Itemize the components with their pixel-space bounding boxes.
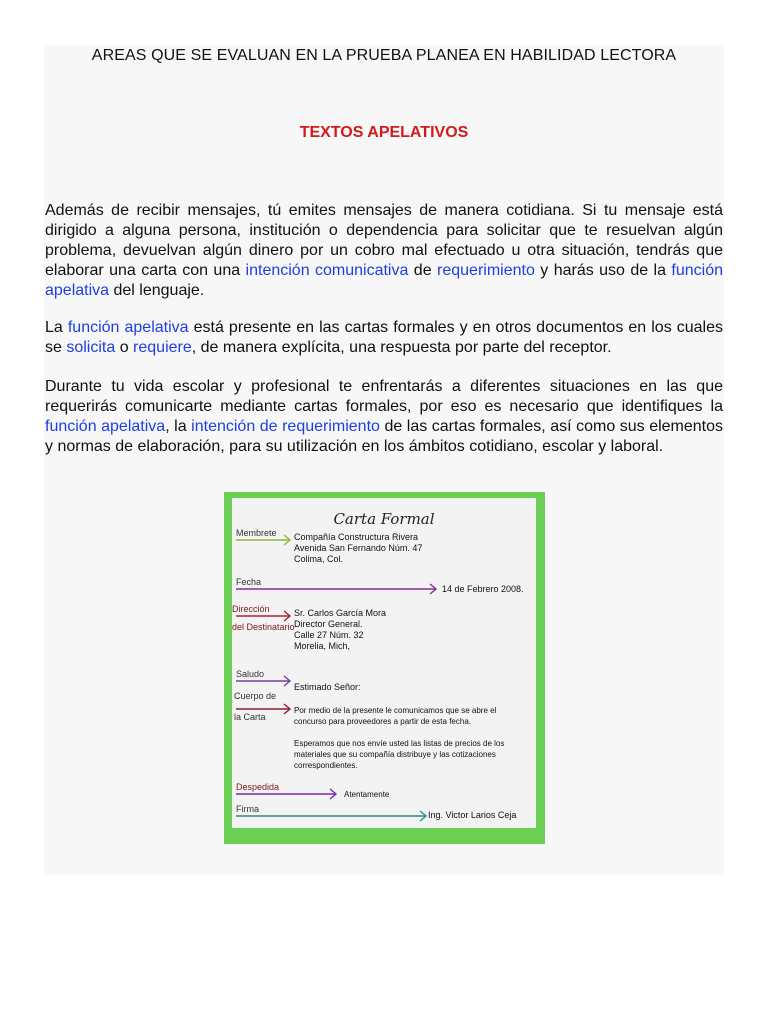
paragraph-3 <box>45 377 723 457</box>
letter-destinatario <box>294 608 386 652</box>
text-run: del lenguaje. <box>109 282 205 299</box>
label-despedida: Despedida <box>236 782 280 792</box>
label-saludo: Saludo <box>236 669 265 679</box>
label-cuerpo-1: Cuerpo de <box>234 691 277 701</box>
page-title: AREAS QUE SE EVALUAN EN LA PRUEBA PLANEA EN HABILIDAD LECTORA <box>91 47 677 64</box>
text-run: La <box>45 319 68 336</box>
highlight-funcion-apelativa: función apelativa <box>45 262 724 299</box>
paragraph-1 <box>45 201 723 301</box>
text-run: , la <box>165 418 192 435</box>
text-run: , de manera explícita, una respuesta por parte del receptor. <box>191 339 612 356</box>
highlight-funcion-apelativa: función apelativa <box>67 319 189 336</box>
text-run: está presente en las cartas formales y en otros documentos en los cuales se <box>45 319 723 356</box>
letter-fecha: 14 de Febrero 2008. <box>442 584 524 594</box>
membrete-line: Avenida San Fernando Núm. 47 <box>294 543 423 553</box>
letter-cuerpo-1 <box>294 705 496 727</box>
membrete-line: Compañía Constructura Rivera <box>294 532 419 542</box>
highlight-requerimiento: requerimiento <box>437 262 535 279</box>
highlight-funcion-apelativa: función apelativa <box>45 418 166 435</box>
membrete-line: Colima, Col. <box>294 554 344 564</box>
text-run: de las cartas formales, así como sus elementos y normas de elaboración, para su utilización en los ámbitos cotidiano, escolar y laboral. <box>45 418 724 455</box>
destinatario-line: Sr. Carlos García Mora <box>294 608 387 618</box>
text-run: Durante tu vida escolar y profesional te enfrentarás a diferentes situaciones en las que requerirás comunicarte mediante cartas formales, por eso es necesario que identifiques la <box>45 378 723 415</box>
label-membrete: Membrete <box>236 528 277 538</box>
cuerpo-line: materiales que su compañía distribuye y las cotizaciones <box>294 750 496 759</box>
highlight-intencion-comunicativa: intención comunicativa <box>245 262 409 279</box>
cuerpo-line: correspondientes. <box>294 761 358 770</box>
highlight-requiere: requiere <box>133 339 192 356</box>
letter-firma: Ing. Victor Larios Ceja <box>428 810 517 820</box>
text-run: de <box>408 262 438 279</box>
letter-despedida: Atentamente <box>344 790 390 799</box>
destinatario-line: Morelia, Mich, <box>294 641 351 651</box>
figure-title: Carta Formal <box>333 510 435 528</box>
paragraph-2 <box>45 318 723 358</box>
text-run: Además de recibir mensajes, tú emites mensajes de manera cotidiana. Si tu mensaje está dirigido a alguna persona, institución o dependencia para solicitar que te resuelvan algún problema, devuelvan algún dinero por un cobro mal efectuado u otra situación, tendrás que elaborar una carta con una <box>45 202 723 279</box>
section-title: TEXTOS APELATIVOS <box>299 124 469 141</box>
destinatario-line: Director General. <box>294 619 363 629</box>
letter-membrete <box>294 532 422 565</box>
letter-cuerpo-2 <box>294 738 504 771</box>
label-firma: Firma <box>236 804 259 814</box>
text-run: y harás uso de la <box>534 262 672 279</box>
cuerpo-line: Esperamos que nos envíe usted las listas de precios de los <box>294 739 505 748</box>
letter-saludo: Estimado Señor: <box>294 682 361 692</box>
formal-letter-figure <box>224 492 545 844</box>
cuerpo-line: concurso para proveedores a partir de esta fecha. <box>294 717 471 726</box>
letter-sheet <box>232 498 536 828</box>
label-direccion: Dirección <box>232 604 270 614</box>
document-page <box>44 45 724 875</box>
text-run: o <box>115 339 134 356</box>
label-destinatario: del Destinatario <box>232 622 295 632</box>
cuerpo-line: Por medio de la presente le comunicamos que se abre el <box>294 706 497 715</box>
label-cuerpo-2: la Carta <box>234 712 266 722</box>
label-fecha: Fecha <box>236 577 262 587</box>
highlight-intencion-requerimiento: intención de requerimiento <box>191 418 380 435</box>
highlight-solicita: solicita <box>66 339 116 356</box>
destinatario-line: Calle 27 Núm. 32 <box>294 630 364 640</box>
